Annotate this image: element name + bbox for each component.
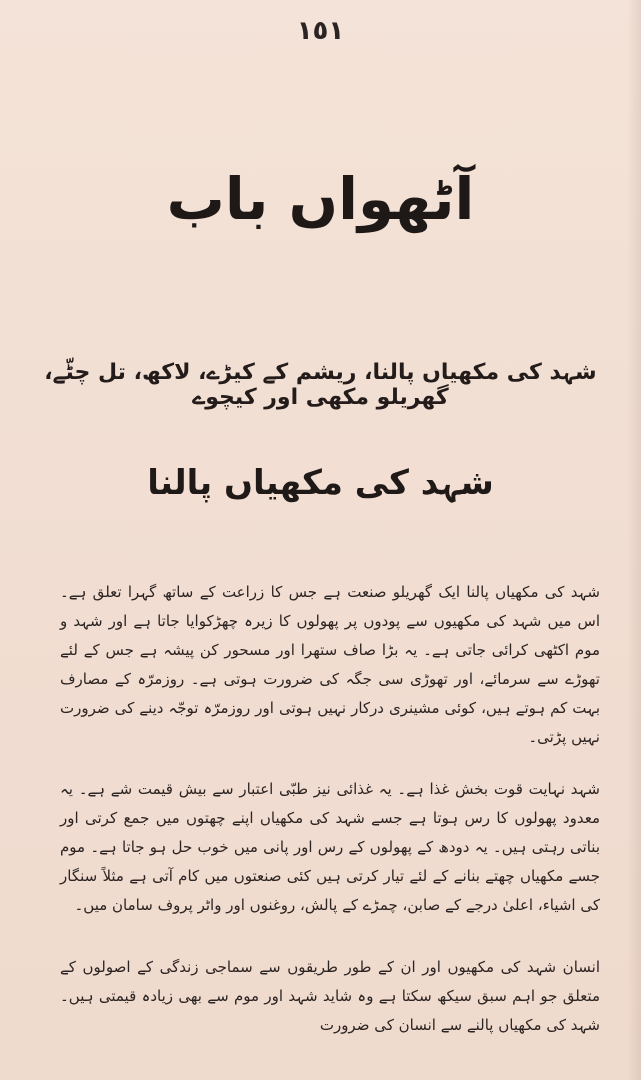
paragraph-social-lessons: انسان شہد کی مکھیوں اور ان کے طور طریقوں سے سماجی زندگی کے اصولوں کے متعلق جو اہم سبق سیکھ سکتا ہے وہ شاید شہد اور موم سے بھی زیادہ قیمتی ہیں۔ شہد کی مکھیاں پالنے سے انسان کی ضرورت <box>60 958 600 1034</box>
chapter-subject-heading: شہد کی مکھیاں پالنا، ریشم کے کیڑے، لاکھ، تل چٹّے، گھریلو مکھی اور کیچوے <box>44 360 597 410</box>
page-number: ١٥١ <box>296 16 345 46</box>
chapter-title: آٹھواں باب <box>166 165 475 233</box>
paragraph-honey-wax: شہد نہایت قوت بخش غذا ہے۔ یہ غذائی نیز طبّی اعتبار سے بیش قیمت شے ہے۔ یہ معدود پھولوں کا رس ہوتا ہے جسے شہد کی مکھیاں اپنے چھتوں میں جمع کرتی اور بناتی رہتی ہیں۔ یہ دودھ کے پھولوں کے رس اور پانی میں خوب حل ہو جاتا ہے۔ موم جسے مکھیاں چھتے بنانے کے لئے تیار کرتی ہیں کئی صنعتوں میں کام آتی ہے مثلاً سنگار کی اشیاء، اعلیٰ درجے کے صابن، چمڑے کے پالش، روغنوں اور واٹر پروف سامان میں۔ <box>60 780 600 914</box>
section-heading: شہد کی مکھیاں پالنا <box>147 463 494 503</box>
paragraph-intro: شہد کی مکھیاں پالنا ایک گھریلو صنعت ہے جس کا زراعت کے ساتھ گہرا تعلق ہے۔ اس میں شہد کی مکھیوں سے پودوں پر پھولوں کا زیرہ چھڑکوایا جاتا ہے اور شہد و موم اکٹھی کرائی جاتی ہے۔ یہ بڑا صاف ستھرا اور مسحور کن پیشہ ہے جس کے لئے تھوڑے سے سرمائے، اور تھوڑی سی جگہ کی ضرورت ہوتی ہے۔ روزمرّہ کے مصارف بہت کم ہوتے ہیں، کوئی مشینری درکار نہیں ہوتی اور روزمرّہ توجّہ دینے کی ضرورت نہیں پڑتی۔ <box>60 583 600 746</box>
